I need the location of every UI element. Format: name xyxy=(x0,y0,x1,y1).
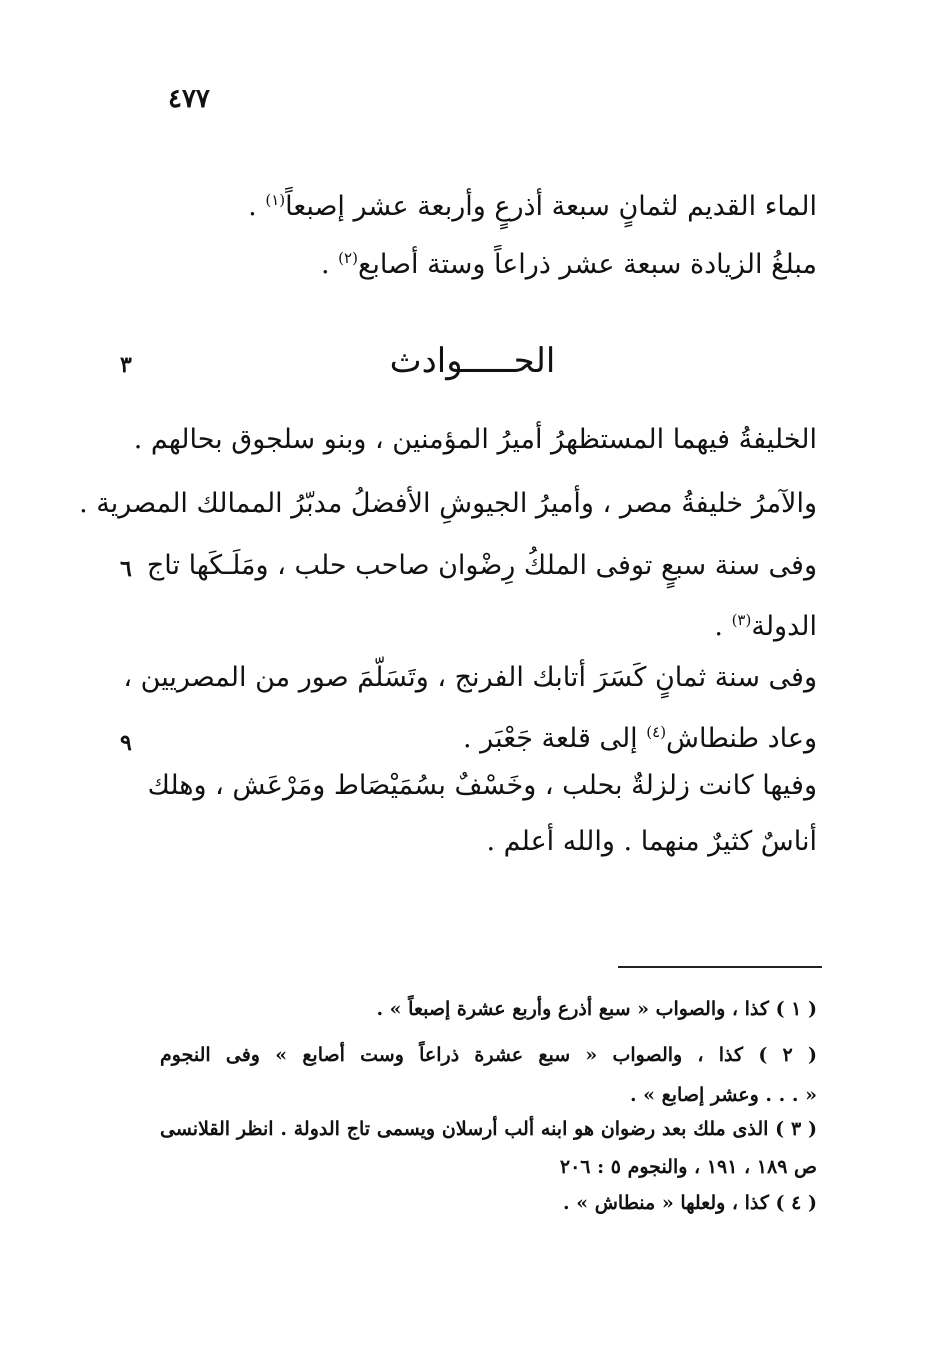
text-line-1: الماء القديم لثمانٍ سبعة أذرعٍ وأربعة عشر إصبعاً$^{(١)}$ . xyxy=(248,191,817,222)
body-line-2: والآمرُ خليفةُ مصر ، وأميرُ الجيوشِ الأفضلُ مدبّرُ الممالك المصرية . xyxy=(79,488,817,519)
body-line-8: أناسٌ كثيرٌ منهما . والله أعلم . xyxy=(486,826,817,857)
margin-line-number-3: ٣ xyxy=(120,352,132,378)
footnote-2-line-1: ( ٢ ) كذا ، والصواب « سبع عشرة ذراعاً وست أصابع » وفى النجوم xyxy=(160,1044,817,1066)
footnote-3-line-1: ( ٣ ) الذى ملك بعد رضوان هو ابنه ألب أرسلان ويسمى تاج الدولة . انظر القلانسى xyxy=(160,1118,817,1140)
body-line-6: وعاد طنطاش$^{(٤)}$ إلى قلعة جَعْبَر . xyxy=(463,723,817,754)
section-heading: الحـــــوادث xyxy=(389,341,556,381)
page-number: ٤٧٧ xyxy=(168,84,210,114)
footnote-3-line-2: ص ١٨٩ ، ١٩١ ، والنجوم ٥ : ٢٠٦ xyxy=(559,1156,817,1178)
footnote-ref-4[interactable]: (٤) xyxy=(646,723,667,741)
body-line-4: الدولة$^{(٣)}$ . xyxy=(714,611,817,642)
body-line-1: الخليفةُ فيهما المستظهرُ أميرُ المؤمنين ، وبنو سلجوق بحالهم . xyxy=(133,424,817,455)
footnote-divider xyxy=(618,966,822,968)
margin-line-number-9: ٩ xyxy=(120,730,132,756)
footnote-ref-1[interactable]: (١) xyxy=(265,191,286,209)
footnote-1: ( ١ ) كذا ، والصواب « سبع أذرع وأربع عشرة إصبعاً » . xyxy=(376,998,817,1020)
margin-line-number-6: ٦ xyxy=(120,556,132,582)
footnote-4: ( ٤ ) كذا ، ولعلها « منطاش » . xyxy=(563,1192,817,1214)
footnote-2-line-2: « . . . وعشر إصابع » . xyxy=(629,1084,817,1106)
body-line-7: وفيها كانت زلزلةٌ بحلب ، وخَسْفٌ بسُمَيْصَاط ومَرْعَش ، وهلك xyxy=(147,770,817,801)
body-line-5: وفى سنة ثمانٍ كَسَرَ أتابك الفرنج ، وتَسَلّمَ صور من المصريين ، xyxy=(123,662,817,693)
footnote-ref-3[interactable]: (٣) xyxy=(731,611,752,629)
body-line-3: وفى سنة سبعٍ توفى الملكُ رِضْوان صاحب حلب ، ومَلَـكَها تاج xyxy=(146,550,817,581)
footnote-ref-2[interactable]: (٢) xyxy=(338,249,358,267)
text-line-2: مبلغُ الزيادة سبعة عشر ذراعاً وستة أصابع$^{(٢)}$ . xyxy=(321,249,817,280)
